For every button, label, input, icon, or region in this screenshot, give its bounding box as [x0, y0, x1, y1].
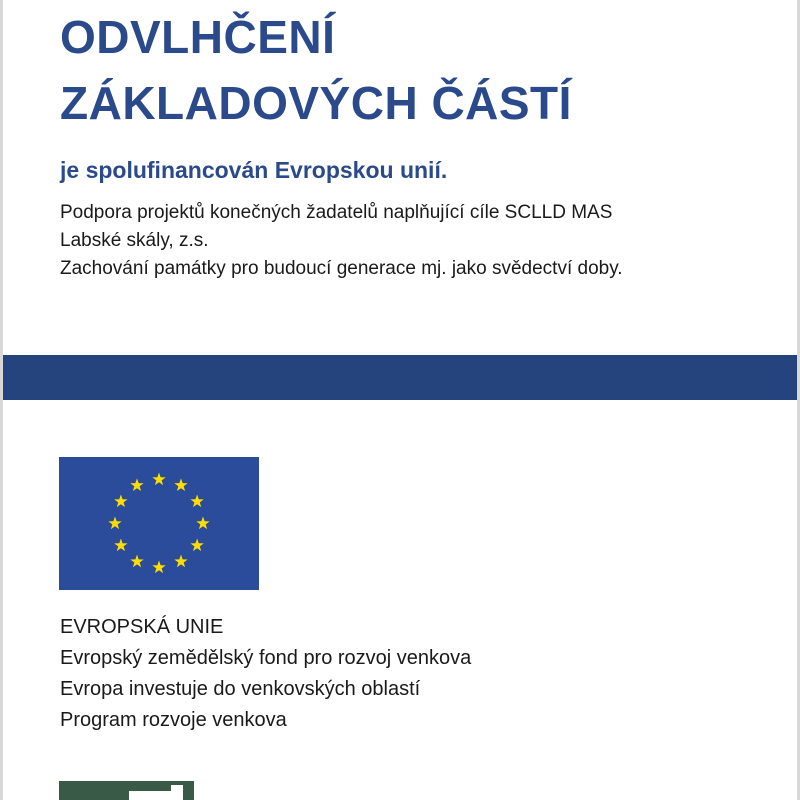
project-description: [60, 199, 760, 283]
blue-band: [3, 355, 797, 400]
title-line-2: ZÁKLADOVÝCH ČÁSTÍ: [60, 77, 572, 129]
program-logo-icon: [59, 781, 194, 800]
eu-info: [60, 612, 471, 736]
project-title: [60, 4, 572, 136]
eu-flag-icon: [59, 457, 259, 590]
eu-motto: Evropa investuje do venkovských oblastí: [60, 678, 421, 700]
description-line-1: Podpora projektů konečných žadatelů naplňující cíle SCLLD MAS: [60, 202, 613, 223]
title-line-1: ODVLHČENÍ: [60, 11, 336, 63]
description-line-2: Labské skály, z.s.: [60, 230, 209, 251]
description-line-3: Zachování památky pro budoucí generace mj. jako svědectví doby.: [60, 258, 623, 279]
program-name: Program rozvoje venkova: [60, 709, 287, 731]
eu-label: EVROPSKÁ UNIE: [60, 616, 224, 638]
cofinanced-subtitle: je spolufinancován Evropskou unií.: [60, 157, 448, 183]
fund-name: Evropský zemědělský fond pro rozvoj venkova: [60, 647, 472, 669]
